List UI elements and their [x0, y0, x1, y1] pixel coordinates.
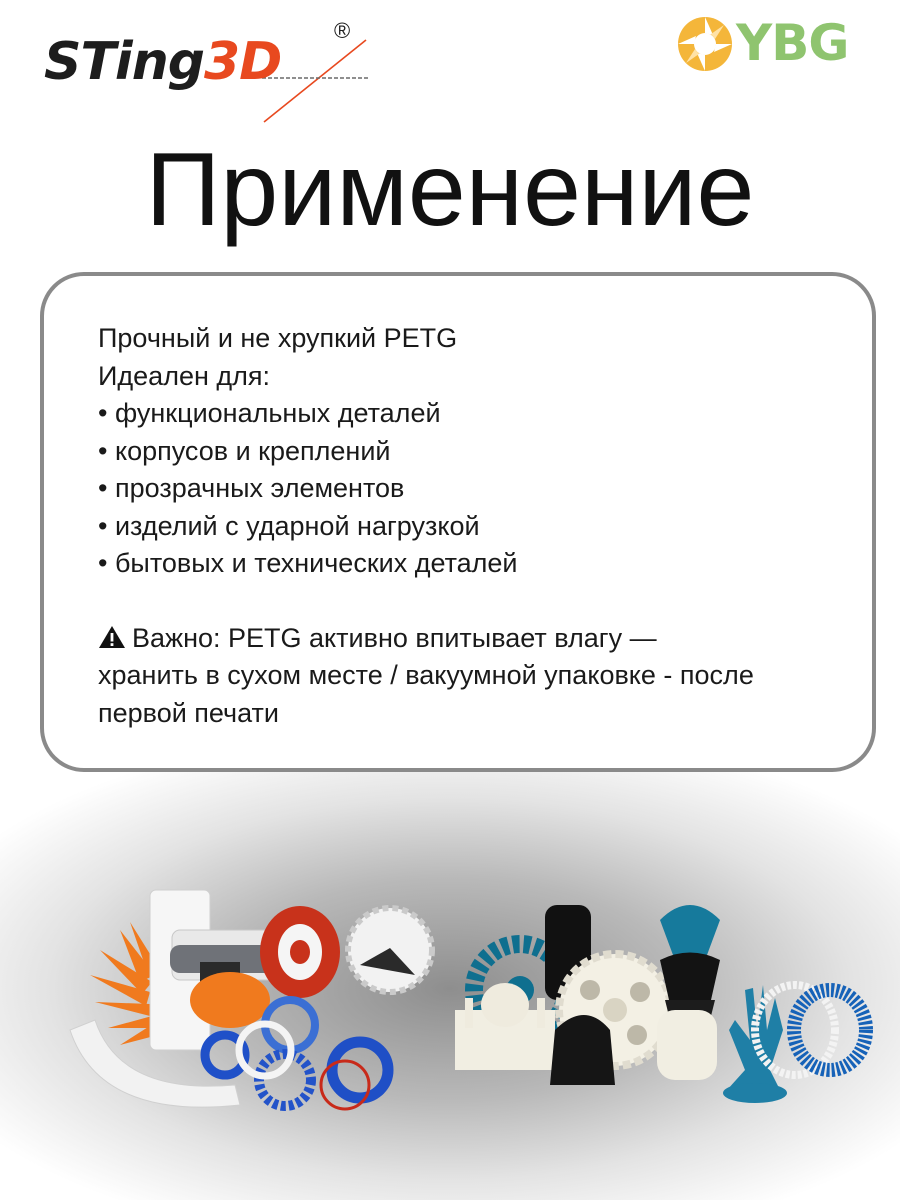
- printed-models-gears-figures-photo: [445, 880, 880, 1120]
- page-title: Применение: [145, 132, 755, 248]
- warning-icon: [98, 625, 126, 649]
- printed-parts-turbine-gears-photo: [60, 870, 440, 1120]
- ybg-aperture-icon: [676, 15, 734, 73]
- list-item: • функциональных деталей: [98, 395, 878, 433]
- warning-line: [98, 620, 878, 658]
- ybg-wordmark: YBG: [736, 14, 849, 72]
- sting3d-logo: [44, 18, 374, 128]
- warning-line: первой печати: [98, 697, 279, 728]
- ybg-logo: [676, 12, 876, 76]
- info-text: [98, 320, 878, 732]
- info-card: [40, 272, 876, 772]
- logo-wordmark: STing3D: [44, 32, 282, 92]
- info-line-ideal: Идеален для:: [98, 360, 271, 391]
- list-item: • прозрачных элементов: [98, 470, 878, 508]
- list-item: • бытовых и технических деталей: [98, 545, 878, 583]
- list-item: • изделий с ударной нагрузкой: [98, 508, 878, 546]
- warning-line: хранить в сухом месте / вакуумной упаковке - после: [98, 660, 754, 690]
- spacer: [98, 583, 878, 620]
- info-line-strength: Прочный и не хрупкий PETG: [98, 323, 458, 353]
- warning-text: Важно: PETG активно впитывает влагу —: [132, 622, 657, 653]
- list-item: • корпусов и креплений: [98, 433, 878, 471]
- registered-mark: ®: [334, 18, 351, 43]
